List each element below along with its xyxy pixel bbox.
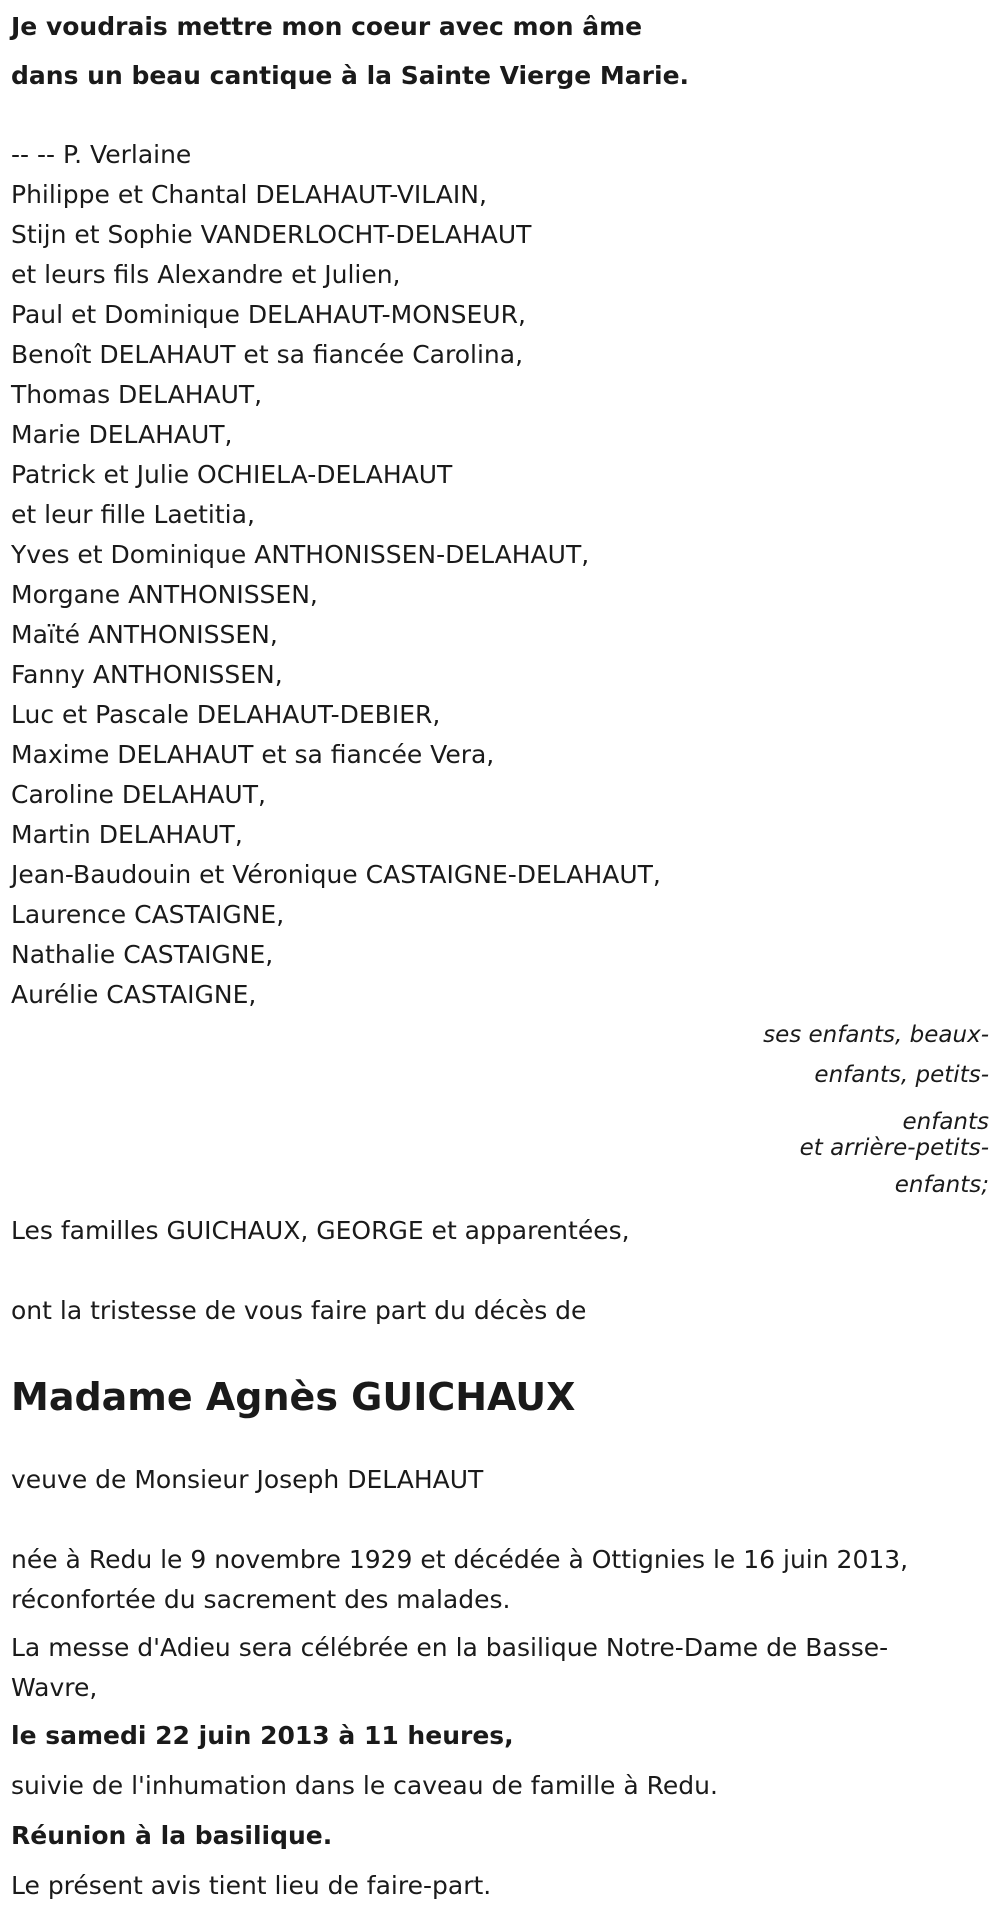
family-member: Jean-Baudouin et Véronique CASTAIGNE-DELAHAUT, bbox=[11, 860, 661, 889]
family-list bbox=[11, 175, 991, 1015]
burial-details: suivie de l'inhumation dans le caveau de famille à Redu. bbox=[11, 1771, 718, 1800]
deceased-name: Madame Agnès GUICHAUX bbox=[11, 1375, 576, 1419]
family-member: Benoît DELAHAUT et sa fiancée Carolina, bbox=[11, 340, 524, 369]
family-member: Patrick et Julie OCHIELA-DELAHAUT bbox=[11, 460, 453, 489]
family-member: Paul et Dominique DELAHAUT-MONSEUR, bbox=[11, 300, 526, 329]
poem-author: -- -- P. Verlaine bbox=[11, 140, 192, 169]
family-member: Fanny ANTHONISSEN, bbox=[11, 660, 283, 689]
mass-line: La messe d'Adieu sera célébrée en la basilique Notre-Dame de Basse- bbox=[11, 1633, 889, 1662]
mass-line: Wavre, bbox=[11, 1673, 98, 1702]
notice-statement: Le présent avis tient lieu de faire-part. bbox=[11, 1871, 492, 1900]
family-member: Philippe et Chantal DELAHAUT-VILAIN, bbox=[11, 180, 487, 209]
relation-line: enfants; bbox=[894, 1172, 989, 1198]
family-member: Yves et Dominique ANTHONISSEN-DELAHAUT, bbox=[11, 540, 590, 569]
sacrament-line: réconfortée du sacrement des malades. bbox=[11, 1585, 511, 1614]
family-member: Nathalie CASTAIGNE, bbox=[11, 940, 274, 969]
mass-details bbox=[11, 1628, 991, 1708]
poem-line: dans un beau cantique à la Sainte Vierge Marie. bbox=[11, 61, 690, 90]
family-member: Laurence CASTAIGNE, bbox=[11, 900, 285, 929]
family-member: Martin DELAHAUT, bbox=[11, 820, 243, 849]
relation-line: ses enfants, beaux- bbox=[763, 1022, 989, 1048]
family-member: Stijn et Sophie VANDERLOCHT-DELAHAUT bbox=[11, 220, 532, 249]
death-notice bbox=[11, 0, 991, 1906]
poem-line: Je voudrais mettre mon coeur avec mon âme bbox=[11, 12, 643, 41]
family-member: Aurélie CASTAIGNE, bbox=[11, 980, 257, 1009]
widow-of: veuve de Monsieur Joseph DELAHAUT bbox=[11, 1465, 484, 1494]
family-member: Marie DELAHAUT, bbox=[11, 420, 233, 449]
extended-families: Les familles GUICHAUX, GEORGE et apparentées, bbox=[11, 1216, 630, 1245]
family-member: Caroline DELAHAUT, bbox=[11, 780, 266, 809]
family-relations bbox=[11, 1015, 989, 1205]
family-member: Maïté ANTHONISSEN, bbox=[11, 620, 278, 649]
ceremony-date: le samedi 22 juin 2013 à 11 heures, bbox=[11, 1721, 514, 1750]
relation-line: enfants, petits- bbox=[814, 1062, 989, 1088]
relation-line: et arrière-petits- bbox=[799, 1135, 989, 1161]
family-member: Maxime DELAHAUT et sa fiancée Vera, bbox=[11, 740, 495, 769]
relation-line: enfants bbox=[902, 1109, 989, 1135]
announcement-intro: ont la tristesse de vous faire part du décès de bbox=[11, 1296, 587, 1325]
family-member: Thomas DELAHAUT, bbox=[11, 380, 263, 409]
family-member: et leur fille Laetitia, bbox=[11, 500, 255, 529]
family-member: Luc et Pascale DELAHAUT-DEBIER, bbox=[11, 700, 441, 729]
family-member: Morgane ANTHONISSEN, bbox=[11, 580, 318, 609]
birth-death-details bbox=[11, 1540, 991, 1620]
poem-quote bbox=[11, 2, 991, 100]
meeting-details: Réunion à la basilique. bbox=[11, 1821, 333, 1850]
family-member: et leurs fils Alexandre et Julien, bbox=[11, 260, 401, 289]
birth-death-line: née à Redu le 9 novembre 1929 et décédée à Ottignies le 16 juin 2013, bbox=[11, 1545, 909, 1574]
